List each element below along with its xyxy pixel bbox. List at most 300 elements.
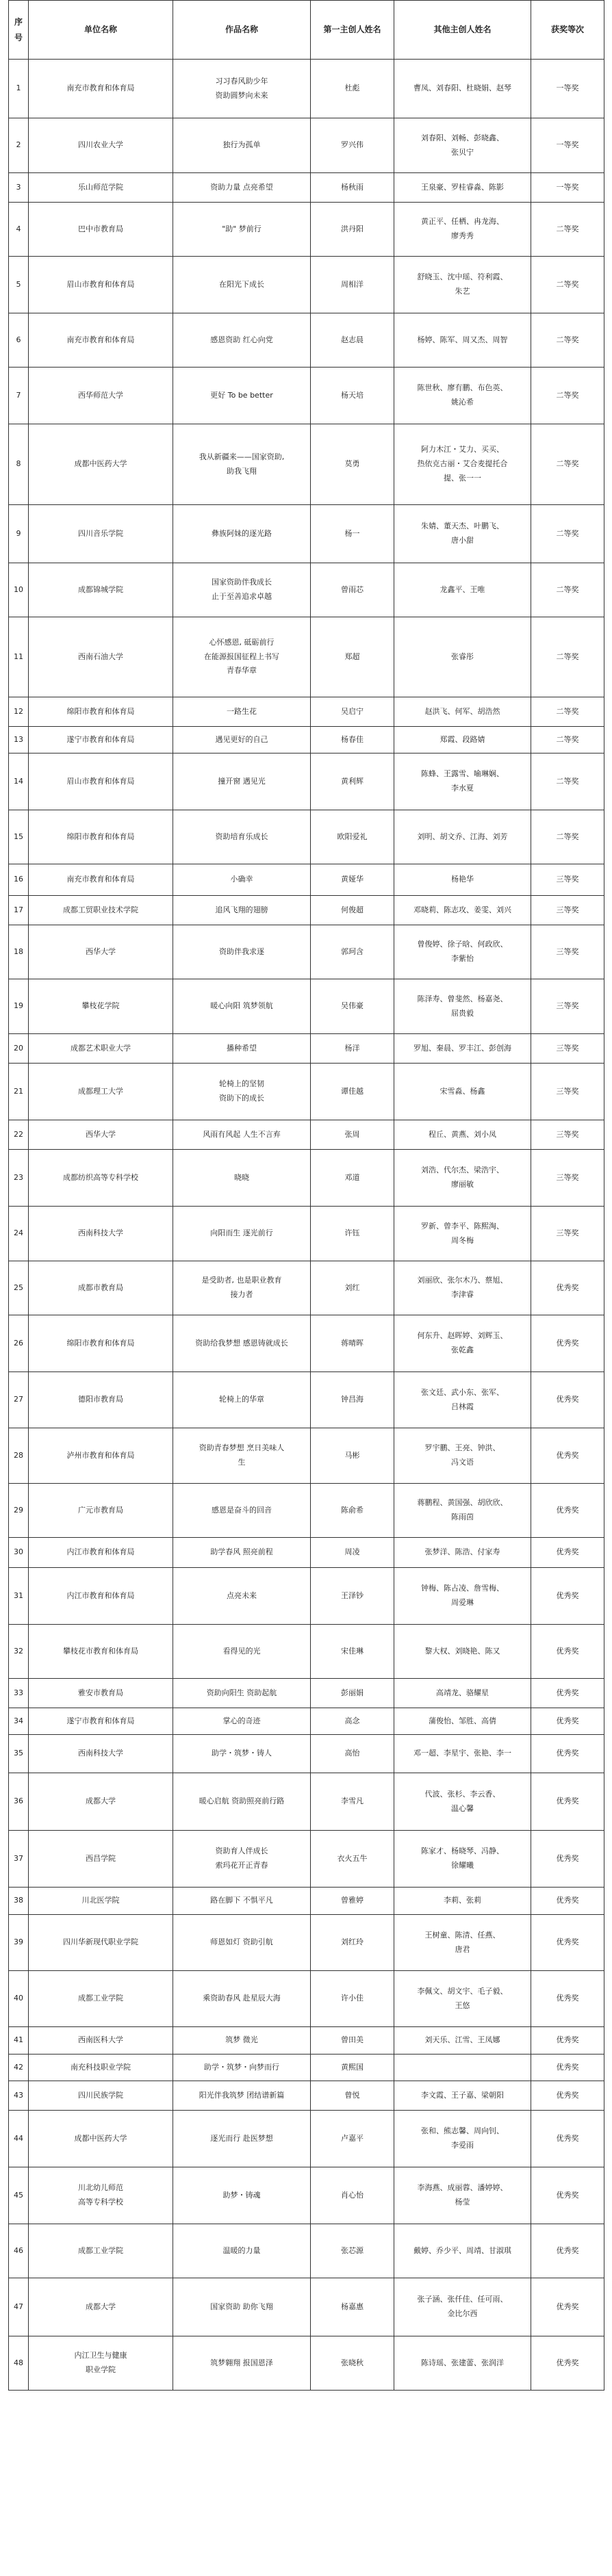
- table-row: [9, 979, 604, 1034]
- unit-name: 攀枝花市教育和体育局: [29, 1625, 173, 1679]
- table-row: [9, 424, 604, 505]
- first-creator: 黄利辉: [311, 754, 394, 810]
- row-number: 28: [9, 1428, 29, 1484]
- unit-name: 绵阳市教育和体育局: [29, 1315, 173, 1372]
- work-title: 国家资助 助你飞翔: [173, 2278, 311, 2336]
- row-number: 38: [9, 1888, 29, 1915]
- table-row: [9, 1428, 604, 1484]
- work-title: 追风飞翔的翅膀: [173, 896, 311, 925]
- header-level: 获奖等次: [531, 1, 604, 60]
- first-creator: 曾雅婷: [311, 1888, 394, 1915]
- work-title: 风雨有风起 人生不言弃: [173, 1120, 311, 1150]
- work-title: 助学・筑梦・向梦而行: [173, 2055, 311, 2081]
- row-number: 30: [9, 1538, 29, 1568]
- row-number: 43: [9, 2081, 29, 2111]
- first-creator: 欧阳爱礼: [311, 810, 394, 864]
- row-number: 25: [9, 1261, 29, 1315]
- table-row: [9, 1315, 604, 1372]
- unit-name: 广元市教育局: [29, 1484, 173, 1538]
- table-row: [9, 810, 604, 864]
- work-title: 资助向阳生 资助起航: [173, 1679, 311, 1708]
- work-title: 一路生花: [173, 697, 311, 727]
- header-no: 序 号: [9, 1, 29, 60]
- row-number: 44: [9, 2111, 29, 2167]
- other-creators: 刘浩、代尔杰、梁浩宇、 廖丽敏: [394, 1150, 531, 1207]
- first-creator: 洪丹阳: [311, 203, 394, 257]
- work-title: 资助培育乐成长: [173, 810, 311, 864]
- unit-name: 成都纺织高等专科学校: [29, 1150, 173, 1207]
- table-row: [9, 2081, 604, 2111]
- work-title: 国家资助伴我成长 止于至善追求卓越: [173, 563, 311, 617]
- row-number: 8: [9, 424, 29, 505]
- row-number: 12: [9, 697, 29, 727]
- unit-name: 西华大学: [29, 925, 173, 979]
- award-level: 二等奖: [531, 727, 604, 754]
- table-row: [9, 1207, 604, 1261]
- work-title: 师恩如灯 资助引航: [173, 1915, 311, 1971]
- award-level: 优秀奖: [531, 1261, 604, 1315]
- table-row: [9, 2336, 604, 2391]
- table-row: [9, 118, 604, 173]
- row-number: 41: [9, 2027, 29, 2055]
- table-row: [9, 1888, 604, 1915]
- first-creator: 衣火五牛: [311, 1831, 394, 1888]
- award-level: 优秀奖: [531, 1831, 604, 1888]
- table-row: [9, 60, 604, 118]
- unit-name: 遂宁市教育和体育局: [29, 727, 173, 754]
- first-creator: 彭丽娟: [311, 1679, 394, 1708]
- award-level: 一等奖: [531, 173, 604, 203]
- first-creator: 刘红玲: [311, 1915, 394, 1971]
- unit-name: 眉山市教育和体育局: [29, 257, 173, 313]
- row-number: 40: [9, 1971, 29, 2027]
- row-number: 24: [9, 1207, 29, 1261]
- unit-name: 绵阳市教育和体育局: [29, 697, 173, 727]
- other-creators: 高靖龙、骆耀星: [394, 1679, 531, 1708]
- work-title: 习习春风助少年 资助圆梦向未来: [173, 60, 311, 118]
- award-level: 优秀奖: [531, 1568, 604, 1625]
- unit-name: 眉山市教育和体育局: [29, 754, 173, 810]
- table-row: [9, 617, 604, 697]
- row-number: 5: [9, 257, 29, 313]
- table-row: [9, 864, 604, 896]
- work-title: 轮椅上的华章: [173, 1372, 311, 1428]
- other-creators: 李佩文、胡文宇、毛子毅、 王悠: [394, 1971, 531, 2027]
- first-creator: 郑超: [311, 617, 394, 697]
- award-level: 优秀奖: [531, 2336, 604, 2391]
- table-row: [9, 1484, 604, 1538]
- award-level: 优秀奖: [531, 1538, 604, 1568]
- first-creator: 邓道: [311, 1150, 394, 1207]
- award-level: 二等奖: [531, 617, 604, 697]
- work-title: 在阳光下成长: [173, 257, 311, 313]
- award-level: 二等奖: [531, 505, 604, 563]
- award-level: 优秀奖: [531, 1915, 604, 1971]
- header-unit: 单位名称: [29, 1, 173, 60]
- award-level: 优秀奖: [531, 1625, 604, 1679]
- table-row: [9, 1773, 604, 1831]
- row-number: 11: [9, 617, 29, 697]
- table-row: [9, 1971, 604, 2027]
- unit-name: 乐山师范学院: [29, 173, 173, 203]
- first-creator: 张周: [311, 1120, 394, 1150]
- work-title: 独行为孤单: [173, 118, 311, 173]
- table-row: [9, 1120, 604, 1150]
- row-number: 36: [9, 1773, 29, 1831]
- work-title: 晓晓: [173, 1150, 311, 1207]
- work-title: 心怀感恩, 砥砺前行 在能源报国征程上书写 青春华章: [173, 617, 311, 697]
- first-creator: 王泽钞: [311, 1568, 394, 1625]
- other-creators: 戴婷、乔少平、周靖、甘淑琪: [394, 2224, 531, 2278]
- first-creator: 吴伟豪: [311, 979, 394, 1034]
- table-row: [9, 1735, 604, 1773]
- award-level: 优秀奖: [531, 1971, 604, 2027]
- row-number: 33: [9, 1679, 29, 1708]
- first-creator: 郭珂含: [311, 925, 394, 979]
- work-title: 是受助者, 也是职业教育 接力者: [173, 1261, 311, 1315]
- table-row: [9, 203, 604, 257]
- unit-name: 成都市教育局: [29, 1261, 173, 1315]
- unit-name: 成都艺术职业大学: [29, 1034, 173, 1064]
- work-title: 撞开窗 遇见光: [173, 754, 311, 810]
- work-title: 逐光而行 赴医梦想: [173, 2111, 311, 2167]
- row-number: 32: [9, 1625, 29, 1679]
- row-number: 20: [9, 1034, 29, 1064]
- table-row: [9, 1831, 604, 1888]
- other-creators: 龙鑫平、王唯: [394, 563, 531, 617]
- work-title: 彝族阿妹的逐光路: [173, 505, 311, 563]
- unit-name: 巴中市教育局: [29, 203, 173, 257]
- table-body: [9, 60, 604, 2391]
- work-title: 助学・筑梦・铸人: [173, 1735, 311, 1773]
- first-creator: 肖心怡: [311, 2167, 394, 2224]
- row-number: 22: [9, 1120, 29, 1150]
- unit-name: 成都大学: [29, 1773, 173, 1831]
- table-row: [9, 697, 604, 727]
- unit-name: 雅安市教育局: [29, 1679, 173, 1708]
- unit-name: 西华大学: [29, 1120, 173, 1150]
- table-row: [9, 368, 604, 424]
- other-creators: 曾俊婷、徐子晗、何政欣、 李紫怡: [394, 925, 531, 979]
- other-creators: 张睿彤: [394, 617, 531, 697]
- work-title: 助学春风 照亮前程: [173, 1538, 311, 1568]
- table-row: [9, 313, 604, 368]
- first-creator: 罗兴伟: [311, 118, 394, 173]
- award-level: 二等奖: [531, 424, 604, 505]
- other-creators: 赵洪飞、何军、胡浩然: [394, 697, 531, 727]
- work-title: 资助育人伴成长 索玛花开正青春: [173, 1831, 311, 1888]
- award-level: 优秀奖: [531, 1484, 604, 1538]
- row-number: 39: [9, 1915, 29, 1971]
- work-title: 向阳而生 逐光前行: [173, 1207, 311, 1261]
- table-row: [9, 2111, 604, 2167]
- first-creator: 张晓秋: [311, 2336, 394, 2391]
- other-creators: 罗旭、秦晨、罗丰江、彭创海: [394, 1034, 531, 1064]
- header-row: [9, 1, 604, 60]
- table-row: [9, 173, 604, 203]
- award-level: 优秀奖: [531, 2167, 604, 2224]
- row-number: 26: [9, 1315, 29, 1372]
- table-row: [9, 563, 604, 617]
- work-title: 资助伴我求逐: [173, 925, 311, 979]
- unit-name: 南充科技职业学院: [29, 2055, 173, 2081]
- award-level: 三等奖: [531, 864, 604, 896]
- award-level: 三等奖: [531, 925, 604, 979]
- award-level: 优秀奖: [531, 1708, 604, 1735]
- row-number: 23: [9, 1150, 29, 1207]
- row-number: 3: [9, 173, 29, 203]
- table-row: [9, 1150, 604, 1207]
- other-creators: 张和、熊志馨、周向钊、 李爱雨: [394, 2111, 531, 2167]
- unit-name: 西昌学院: [29, 1831, 173, 1888]
- row-number: 15: [9, 810, 29, 864]
- award-level: 二等奖: [531, 697, 604, 727]
- row-number: 27: [9, 1372, 29, 1428]
- other-creators: 钟梅、陈占凌、詹雪梅、 周爱琳: [394, 1568, 531, 1625]
- table-row: [9, 1372, 604, 1428]
- work-title: 温暖的力量: [173, 2224, 311, 2278]
- unit-name: 西南科技大学: [29, 1207, 173, 1261]
- row-number: 13: [9, 727, 29, 754]
- other-creators: 陈世秋、廖有鹏、布色英、 姚沁希: [394, 368, 531, 424]
- table-row: [9, 896, 604, 925]
- other-creators: 代波、张杉、李云香、 温心馨: [394, 1773, 531, 1831]
- row-number: 17: [9, 896, 29, 925]
- table-row: [9, 2224, 604, 2278]
- first-creator: 杨秋雨: [311, 173, 394, 203]
- row-number: 19: [9, 979, 29, 1034]
- header-first: 第一主创人姓名: [311, 1, 394, 60]
- row-number: 31: [9, 1568, 29, 1625]
- other-creators: 罗宇鹏、王亮、钟洪、 冯文语: [394, 1428, 531, 1484]
- other-creators: 杨艳华: [394, 864, 531, 896]
- award-level: 优秀奖: [531, 1735, 604, 1773]
- other-creators: 舒晓玉、沈中瑶、符利霞、 朱艺: [394, 257, 531, 313]
- work-title: 轮椅上的坚韧 资助下的成长: [173, 1064, 311, 1120]
- table-row: [9, 2278, 604, 2336]
- first-creator: 黄娅华: [311, 864, 394, 896]
- unit-name: 成都工业学院: [29, 1971, 173, 2027]
- table-row: [9, 1708, 604, 1735]
- unit-name: 泸州市教育和体育局: [29, 1428, 173, 1484]
- award-level: 优秀奖: [531, 1428, 604, 1484]
- unit-name: 成都中医药大学: [29, 424, 173, 505]
- table-row: [9, 1261, 604, 1315]
- row-number: 18: [9, 925, 29, 979]
- unit-name: 西南医科大学: [29, 2027, 173, 2055]
- first-creator: 黄熙国: [311, 2055, 394, 2081]
- award-level: 优秀奖: [531, 2081, 604, 2111]
- first-creator: 曾田美: [311, 2027, 394, 2055]
- other-creators: 阿力木江・艾力、买买、 热依克古丽・艾合麦提托合 提、张一一: [394, 424, 531, 505]
- first-creator: 杨春佳: [311, 727, 394, 754]
- other-creators: 陈诗瑶、张建蕾、张润洋: [394, 2336, 531, 2391]
- row-number: 35: [9, 1735, 29, 1773]
- table-row: [9, 727, 604, 754]
- unit-name: 成都工业学院: [29, 2224, 173, 2278]
- award-level: 二等奖: [531, 810, 604, 864]
- table-row: [9, 1625, 604, 1679]
- work-title: 资助青春梦想 烹日美味人 生: [173, 1428, 311, 1484]
- unit-name: 西南科技大学: [29, 1735, 173, 1773]
- row-number: 2: [9, 118, 29, 173]
- table-row: [9, 2027, 604, 2055]
- work-title: 路在脚下 不惧平凡: [173, 1888, 311, 1915]
- other-creators: 张梦洋、陈浩、付家寿: [394, 1538, 531, 1568]
- other-creators: 王泉豪、罗桂睿淼、陈影: [394, 173, 531, 203]
- work-title: 看得见的光: [173, 1625, 311, 1679]
- work-title: 资助给我梦想 感恩铸就成长: [173, 1315, 311, 1372]
- other-creators: 蒲俊怡、邹胜、高倩: [394, 1708, 531, 1735]
- row-number: 10: [9, 563, 29, 617]
- work-title: 乘资助春风 赴星辰大海: [173, 1971, 311, 2027]
- award-level: 二等奖: [531, 313, 604, 368]
- award-level: 三等奖: [531, 1120, 604, 1150]
- first-creator: 赵志晨: [311, 313, 394, 368]
- other-creators: 陈泽寿、曾斐然、杨嘉尧、 屈贵毅: [394, 979, 531, 1034]
- first-creator: 谭佳越: [311, 1064, 394, 1120]
- first-creator: 卢嘉平: [311, 2111, 394, 2167]
- first-creator: 蒋晴晖: [311, 1315, 394, 1372]
- award-level: 二等奖: [531, 754, 604, 810]
- other-creators: 张子涵、张仟佳、任可雨、 金比尔西: [394, 2278, 531, 2336]
- work-title: 筑梦 微光: [173, 2027, 311, 2055]
- table-row: [9, 505, 604, 563]
- award-level: 优秀奖: [531, 2111, 604, 2167]
- table-row: [9, 2055, 604, 2081]
- award-level: 三等奖: [531, 896, 604, 925]
- award-level: 三等奖: [531, 1064, 604, 1120]
- row-number: 34: [9, 1708, 29, 1735]
- unit-name: 四川音乐学院: [29, 505, 173, 563]
- first-creator: 许钰: [311, 1207, 394, 1261]
- row-number: 1: [9, 60, 29, 118]
- award-level: 二等奖: [531, 203, 604, 257]
- first-creator: 钟昌海: [311, 1372, 394, 1428]
- award-level: 一等奖: [531, 60, 604, 118]
- work-title: "助" 梦前行: [173, 203, 311, 257]
- award-level: 优秀奖: [531, 2224, 604, 2278]
- work-title: 更好 To be better: [173, 368, 311, 424]
- row-number: 6: [9, 313, 29, 368]
- unit-name: 成都锦城学院: [29, 563, 173, 617]
- award-level: 二等奖: [531, 257, 604, 313]
- other-creators: 曹凤、刘春阳、杜晓娟、赵琴: [394, 60, 531, 118]
- unit-name: 四川民族学院: [29, 2081, 173, 2111]
- table-row: [9, 2167, 604, 2224]
- work-title: 资助力量 点亮希望: [173, 173, 311, 203]
- other-creators: 张文廷、武小东、张军、 吕林霞: [394, 1372, 531, 1428]
- first-creator: 杨洋: [311, 1034, 394, 1064]
- award-level: 优秀奖: [531, 2027, 604, 2055]
- first-creator: 杨天培: [311, 368, 394, 424]
- work-title: 助梦・铸魂: [173, 2167, 311, 2224]
- first-creator: 李雪凡: [311, 1773, 394, 1831]
- award-level: 优秀奖: [531, 2055, 604, 2081]
- work-title: 掌心的奇迹: [173, 1708, 311, 1735]
- unit-name: 遂宁市教育和体育局: [29, 1708, 173, 1735]
- unit-name: 攀枝花学院: [29, 979, 173, 1034]
- first-creator: 杜彪: [311, 60, 394, 118]
- other-creators: 陈蜂、王露雪、喻琳娴、 李水夏: [394, 754, 531, 810]
- first-creator: 何俊超: [311, 896, 394, 925]
- work-title: 小确幸: [173, 864, 311, 896]
- work-title: 播种希望: [173, 1034, 311, 1064]
- unit-name: 西南石油大学: [29, 617, 173, 697]
- work-title: 点亮未来: [173, 1568, 311, 1625]
- other-creators: 蒋鹏程、黄国强、胡欣欣、 陈雨茵: [394, 1484, 531, 1538]
- award-level: 二等奖: [531, 563, 604, 617]
- unit-name: 绵阳市教育和体育局: [29, 810, 173, 864]
- other-creators: 朱婧、董天杰、叶鹏飞、 唐小甜: [394, 505, 531, 563]
- unit-name: 成都中医药大学: [29, 2111, 173, 2167]
- unit-name: 西华师范大学: [29, 368, 173, 424]
- work-title: 暖心向阳 筑梦领航: [173, 979, 311, 1034]
- row-number: 7: [9, 368, 29, 424]
- unit-name: 成都工贸职业技术学院: [29, 896, 173, 925]
- other-creators: 杨婷、陈军、周又杰、周智: [394, 313, 531, 368]
- row-number: 48: [9, 2336, 29, 2391]
- other-creators: 邓晓莉、陈志攻、姜雯、刘兴: [394, 896, 531, 925]
- table-row: [9, 754, 604, 810]
- other-creators: 刘明、胡文乔、江海、刘芳: [394, 810, 531, 864]
- unit-name: 南充市教育和体育局: [29, 864, 173, 896]
- first-creator: 莫勇: [311, 424, 394, 505]
- table-row: [9, 1915, 604, 1971]
- row-number: 42: [9, 2055, 29, 2081]
- other-creators: 刘丽欣、张尔木乃、蔡旭、 李津睿: [394, 1261, 531, 1315]
- first-creator: 吴启宁: [311, 697, 394, 727]
- award-level: 三等奖: [531, 1034, 604, 1064]
- award-level: 优秀奖: [531, 1315, 604, 1372]
- other-creators: 李莉、张莉: [394, 1888, 531, 1915]
- table-row: [9, 1538, 604, 1568]
- row-number: 21: [9, 1064, 29, 1120]
- other-creators: 陈家才、杨晓琴、冯静、 徐耀曦: [394, 1831, 531, 1888]
- first-creator: 周相洋: [311, 257, 394, 313]
- award-level: 优秀奖: [531, 1888, 604, 1915]
- first-creator: 高怡: [311, 1735, 394, 1773]
- table-row: [9, 1568, 604, 1625]
- first-creator: 高念: [311, 1708, 394, 1735]
- first-creator: 刘红: [311, 1261, 394, 1315]
- first-creator: 杨一: [311, 505, 394, 563]
- award-level: 二等奖: [531, 368, 604, 424]
- other-creators: [394, 2055, 531, 2081]
- work-title: 阳光伴我筑梦 团结谱新篇: [173, 2081, 311, 2111]
- header-others: 其他主创人姓名: [394, 1, 531, 60]
- unit-name: 成都理工大学: [29, 1064, 173, 1120]
- first-creator: 周凌: [311, 1538, 394, 1568]
- first-creator: 宋佳琳: [311, 1625, 394, 1679]
- work-title: 感恩资助 红心向党: [173, 313, 311, 368]
- other-creators: 王树童、陈清、任燕、 唐君: [394, 1915, 531, 1971]
- other-creators: 李文霞、王子嘉、梁朝阳: [394, 2081, 531, 2111]
- row-number: 14: [9, 754, 29, 810]
- table-row: [9, 1034, 604, 1064]
- other-creators: 何东升、赵晖婷、刘辉玉、 张乾鑫: [394, 1315, 531, 1372]
- award-level: 三等奖: [531, 1207, 604, 1261]
- unit-name: 南充市教育和体育局: [29, 60, 173, 118]
- awards-sheet: [8, 0, 604, 2391]
- header-work: 作品名称: [173, 1, 311, 60]
- first-creator: 张芯源: [311, 2224, 394, 2278]
- unit-name: 四川华新现代职业学院: [29, 1915, 173, 1971]
- other-creators: 宋雪淼、杨鑫: [394, 1064, 531, 1120]
- first-creator: 马彬: [311, 1428, 394, 1484]
- unit-name: 内江市教育和体育局: [29, 1568, 173, 1625]
- unit-name: 川北医学院: [29, 1888, 173, 1915]
